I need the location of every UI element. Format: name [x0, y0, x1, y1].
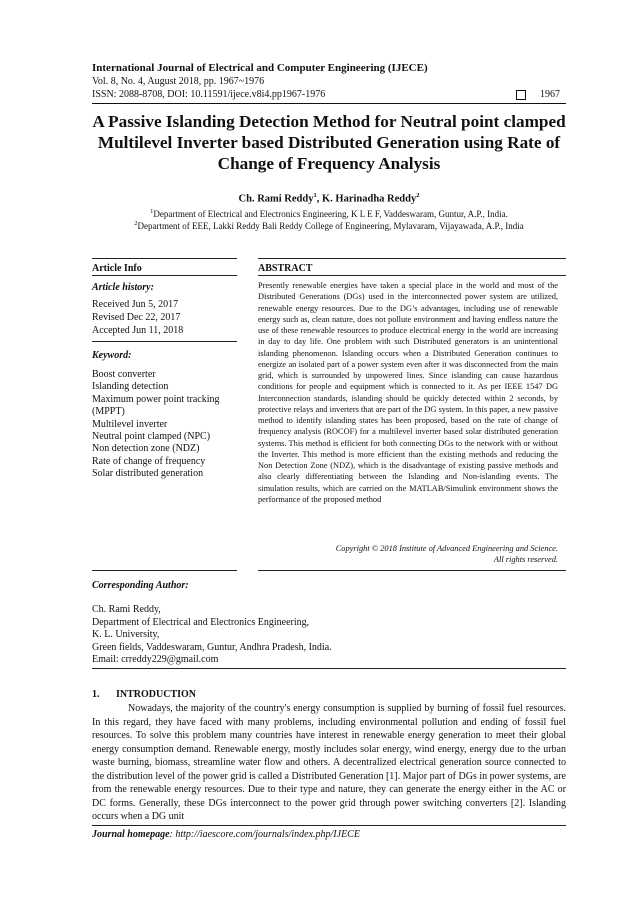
keyword-item: Non detection zone (NDZ) — [92, 443, 200, 455]
keyword-item: Boost converter — [92, 369, 156, 380]
homepage-label: Journal homepage — [92, 829, 170, 840]
corresponding-line: Green fields, Vaddeswaram, Guntur, Andhra Pradesh, India. — [92, 641, 332, 653]
author-name: K. Harinadha Reddy — [321, 193, 417, 205]
article-info-top-rule — [92, 258, 237, 259]
affiliation-superscript: 1 — [150, 208, 154, 215]
homepage-separator: : — [169, 829, 176, 840]
corresponding-bottom-rule — [92, 668, 566, 669]
keyword-list — [92, 369, 219, 481]
homepage-url[interactable]: http://iaescore.com/journals/index.php/IJECE — [175, 829, 360, 840]
header-divider — [92, 103, 566, 104]
corresponding-line: Department of Electrical and Electronics Engineering, — [92, 616, 310, 628]
copyright-line: Copyright © 2018 Institute of Advanced Engineering and Science. — [335, 544, 558, 553]
keyword-item: Islanding detection — [92, 381, 169, 393]
author-separator: , — [316, 193, 322, 205]
article-info-bottom-rule — [92, 570, 237, 571]
keyword-item: Multilevel inverter — [92, 418, 168, 430]
abstract-top-rule — [258, 258, 566, 259]
author-line — [92, 192, 566, 205]
section-heading — [92, 689, 196, 700]
revised-date: Revised Dec 22, 2017 — [92, 312, 181, 323]
keyword-item: Rate of change of frequency — [92, 455, 206, 467]
author-superscript: 1 — [313, 192, 317, 199]
keyword-item: Neutral point clamped (NPC) — [92, 431, 211, 443]
section-number: 1. — [92, 689, 100, 700]
copyright-notice — [258, 543, 558, 565]
journal-homepage — [92, 829, 360, 840]
issn-line: ISSN: 2088-8708, DOI: 10.11591/ijece.v8i4.pp1967-1976 — [92, 89, 326, 100]
volume-line: Vol. 8, No. 4, August 2018, pp. 1967~1976 — [92, 76, 265, 87]
copyright-line: All rights reserved. — [493, 555, 558, 564]
keyword-item: Maximum power point tracking — [92, 393, 220, 405]
affiliation-1 — [92, 208, 566, 219]
article-info-heading: Article Info — [92, 263, 142, 274]
abstract-body: Presently renewable energies have taken a special place in the world and most of the Distributed Generations (DGs) used in the interconnected power system are utilized, renewable energy resources. Due to the DG’s advantages, including use of renewable energy such as, clean nature, does not pollute environment and having endless nature the use of these renewable resources to produce electrical energy in the world are increasing in day to day life. One problem with such Distributed generators is an unintentional islanding phenomenon. Islanding occurs when a Distributed Generation continues to energize an isolated part of a power system even after it was disconnected from the main grid, which is surrounded by unpowered lines. Since islanding can cause hazardous conditions for people and equipment which is connected to it. As per IEEE 1547 DG Interconnection standards, islanding should be quickly detected within 2 seconds, by protective relays and inverters that are part of the DG system. In this paper, a new passive method to identify islanding states has been proposed, based on the rate of change of frequency analysis (ROCOF) for a multilevel inverter based solar distributed generation systems. This method is efficient for both connecting DGs to the network with or without the Inverter. This method is more efficient than the existing methods and reducing the Non Detection Zone (NDZ), which is the disadvantage of existing passive methods and also clearly differentiating between the Islanding and Non-islanding events. The simulation results, which are carried on the MATLAB/Simulink environment shows the performance of the proposed method — [258, 281, 558, 504]
footer-rule — [92, 825, 566, 826]
affiliation-2 — [92, 220, 566, 231]
affiliation-text: Department of Electrical and Electronics Engineering, K L E F, Vaddeswaram, Guntur, A.P., India. — [153, 209, 508, 219]
corresponding-line: Ch. Rami Reddy, — [92, 604, 161, 615]
received-date: Received Jun 5, 2017 — [92, 299, 179, 310]
page-number: 1967 — [540, 89, 560, 100]
paper-title: A Passive Islanding Detection Method for Neutral point clamped Multilevel Inverter based Distributed Generation using Rate of Change of Frequency Analysis — [92, 112, 566, 173]
journal-title: International Journal of Electrical and Computer Engineering (IJECE) — [92, 62, 428, 74]
abstract-heading: ABSTRACT — [258, 263, 313, 274]
section-title: INTRODUCTION — [116, 689, 197, 700]
abstract-bottom-rule — [258, 570, 566, 571]
abstract-rule — [258, 275, 566, 276]
affiliation-superscript: 2 — [134, 220, 138, 227]
corresponding-line: K. L. University, — [92, 629, 160, 641]
keyword-item: (MPPT) — [92, 406, 125, 418]
affiliation-text: Department of EEE, Lakki Reddy Bali Reddy College of Engineering, Mylavaram, Vijayawada, A.P., India — [137, 221, 524, 231]
article-info-rule — [92, 275, 237, 276]
corresponding-details — [92, 604, 332, 667]
introduction-body: Nowadays, the majority of the country's energy consumption is supplied by burning of fossil fuel resources. In this regard, they have faced with many problems, including environmental pollution and ending of fossil fuel resources. To solve this problem many countries have interest in renewable energy generation to meet their global energy consumption demand. Renewable energy, mostly includes solar energy, wind energy, energy due to the urban waste burning, biomass, streamline water flow and others. A decentralized electrical generation source connected to the distribution level of the power grid is called a Distributed Generation [1]. Major part of DGs in power systems, are from the renewable energy resources. Due to their type and nature, they can generate the energy either in the AC or DC forms. Generally, these DGs interconnect to the power grid through power switching converters [2]. Islanding occurs when a DG unit — [92, 703, 566, 822]
corresponding-email: Email: crreddy229@gmail.com — [92, 654, 219, 666]
author-name: Ch. Rami Reddy — [238, 193, 314, 205]
corresponding-heading: Corresponding Author: — [92, 580, 189, 591]
accepted-date: Accepted Jun 11, 2018 — [92, 325, 184, 336]
square-outline-icon — [516, 90, 526, 100]
article-history-heading: Article history: — [92, 282, 154, 293]
keyword-item: Solar distributed generation — [92, 468, 204, 480]
keyword-heading: Keyword: — [92, 350, 132, 361]
author-superscript: 2 — [416, 192, 420, 199]
keyword-rule — [92, 341, 237, 342]
